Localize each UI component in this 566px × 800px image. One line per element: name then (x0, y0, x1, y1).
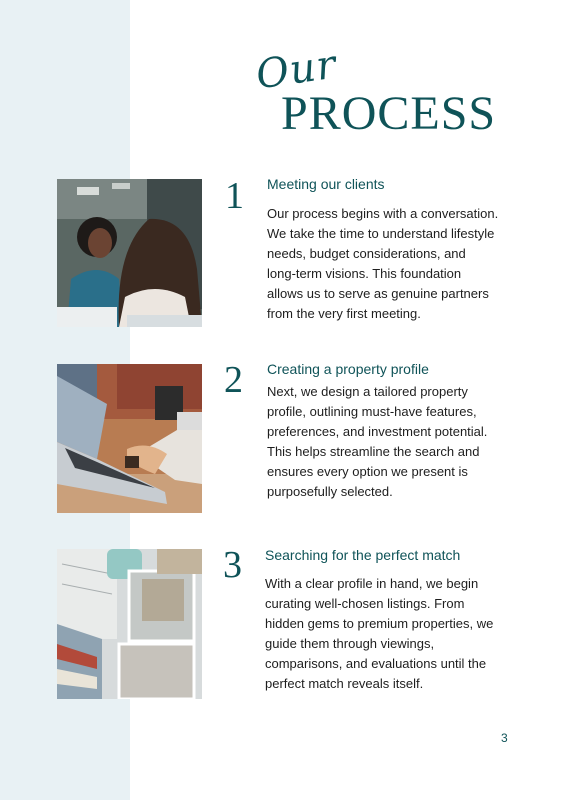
description-line: needs, budget considerations, and (267, 246, 466, 261)
description-line: purposefully selected. (267, 484, 393, 499)
description-line: We take the time to understand lifestyle (267, 226, 495, 241)
step-number: 3 (223, 544, 242, 586)
material-samples-photo (57, 549, 202, 699)
title-script-word: Our (253, 41, 340, 99)
laptop-photo (57, 364, 202, 513)
description-line: ensures every option we present is (267, 464, 468, 479)
page-title: PROCESS (281, 87, 497, 140)
step-heading: Searching for the perfect match (265, 547, 461, 563)
step-heading: Creating a property profile (267, 361, 429, 377)
step-description (265, 574, 515, 694)
description-line: perfect match reveals itself. (265, 676, 424, 691)
description-line: comparisons, and evaluations until the (265, 656, 487, 671)
step-number: 1 (225, 175, 244, 217)
description-line: With a clear profile in hand, we begin (265, 576, 479, 591)
description-line: guide them through viewings, (265, 636, 435, 651)
description-line: This helps streamline the search and (267, 444, 480, 459)
meeting-photo (57, 179, 202, 327)
description-line: long-term visions. This foundation (267, 266, 462, 281)
description-line: from the very first meeting. (267, 306, 421, 321)
step-number: 2 (224, 359, 243, 401)
description-line: hidden gems to premium properties, we (265, 616, 494, 631)
description-line: preferences, and investment potential. (267, 424, 488, 439)
description-line: Our process begins with a conversation. (267, 206, 499, 221)
step-heading: Meeting our clients (267, 176, 385, 192)
step-description (267, 204, 517, 324)
page-number: 3 (501, 731, 508, 745)
step-description (267, 382, 517, 502)
description-line: allows us to serve as genuine partners (267, 286, 489, 301)
description-line: profile, outlining must-have features, (267, 404, 477, 419)
description-line: curating well-chosen listings. From (265, 596, 465, 611)
description-line: Next, we design a tailored property (267, 384, 468, 399)
